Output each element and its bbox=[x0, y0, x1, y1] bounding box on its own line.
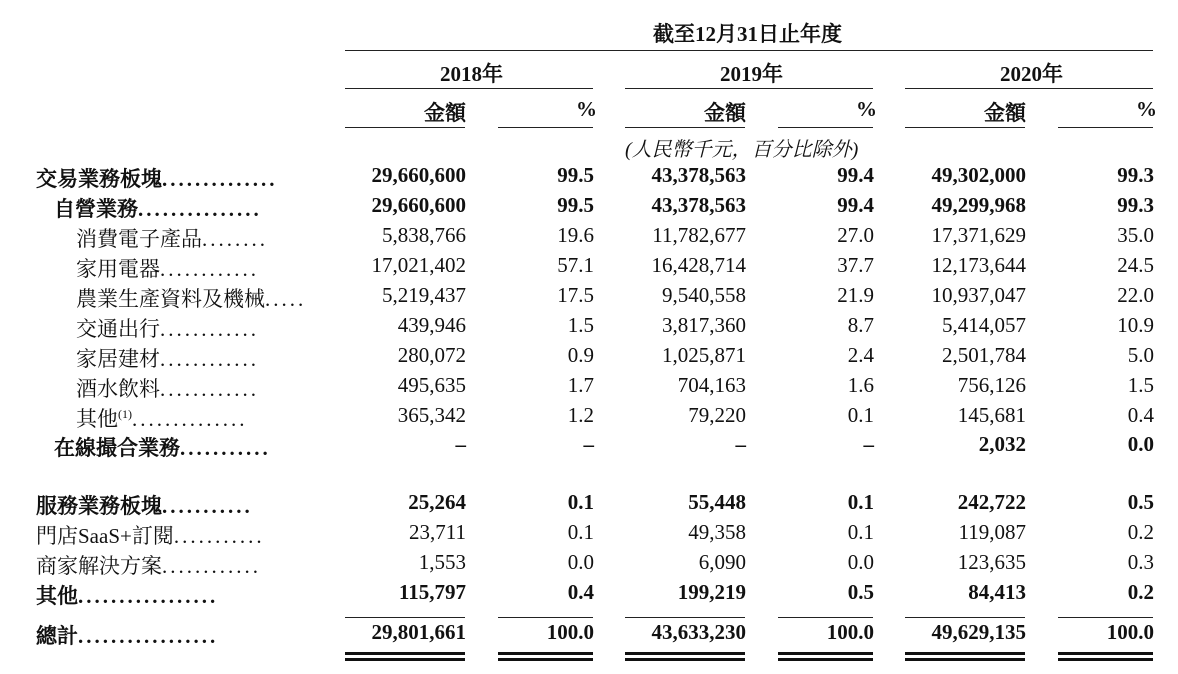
row-label bbox=[76, 403, 248, 433]
table-row bbox=[0, 193, 1178, 223]
cell-pct-2020: 1.5 bbox=[1127, 373, 1154, 397]
col-rule-pct-2018 bbox=[498, 127, 593, 128]
total-double-rule-a-2018 bbox=[345, 652, 465, 655]
cell-pct-2019: 27.0 bbox=[837, 223, 874, 247]
table-row bbox=[0, 403, 1178, 433]
cell-amount-2018: 439,946 bbox=[397, 313, 466, 337]
table-row bbox=[0, 580, 1178, 610]
cell-amount-2018: 365,342 bbox=[397, 403, 466, 427]
cell-pct-2018: 0.4 bbox=[567, 580, 594, 604]
amount-header-2019: 金額 bbox=[704, 101, 746, 125]
cell-pct-2020: 0.2 bbox=[1127, 580, 1154, 604]
cell-pct-2020: 22.0 bbox=[1117, 283, 1154, 307]
cell-pct-2020: 99.3 bbox=[1117, 193, 1154, 217]
leader-dots: ........... bbox=[162, 494, 253, 518]
total-top-rule-pct-2018 bbox=[498, 617, 593, 618]
table-row bbox=[0, 343, 1178, 373]
cell-pct-2018: 1.2 bbox=[567, 403, 594, 427]
row-label-text: 門店SaaS+訂閱 bbox=[36, 524, 174, 548]
row-label bbox=[76, 253, 259, 283]
leader-dots: .............. bbox=[132, 407, 248, 431]
row-label bbox=[76, 223, 268, 253]
table-row bbox=[0, 490, 1178, 520]
year-rule-2018 bbox=[345, 88, 593, 89]
cell-amount-2019: 43,378,563 bbox=[651, 193, 746, 217]
row-label bbox=[54, 432, 271, 462]
cell-pct-2018: – bbox=[583, 432, 594, 456]
row-label-text: 總計 bbox=[36, 624, 78, 648]
cell-amount-2018: 5,219,437 bbox=[382, 283, 466, 307]
leader-dots: ............ bbox=[160, 347, 259, 371]
row-label-text: 交通出行 bbox=[76, 317, 160, 341]
cell-amount-2019: 9,540,558 bbox=[662, 283, 746, 307]
total-double-rule-b-pct-2019 bbox=[778, 658, 873, 661]
row-label bbox=[76, 343, 259, 373]
table-row bbox=[0, 550, 1178, 580]
cell-amount-2018: 280,072 bbox=[397, 343, 466, 367]
cell-pct-2020: 99.3 bbox=[1117, 163, 1154, 187]
cell-pct-2018: 99.5 bbox=[557, 193, 594, 217]
cell-amount-2019: 1,025,871 bbox=[662, 343, 746, 367]
row-label-text: 服務業務板塊 bbox=[36, 494, 162, 518]
cell-amount-2020: 49,629,135 bbox=[931, 620, 1026, 644]
cell-amount-2019: 3,817,360 bbox=[662, 313, 746, 337]
table-row bbox=[0, 313, 1178, 343]
row-label-text: 酒水飲料 bbox=[76, 377, 160, 401]
cell-amount-2020: 5,414,057 bbox=[942, 313, 1026, 337]
cell-pct-2020: 0.4 bbox=[1127, 403, 1154, 427]
cell-amount-2019: 43,378,563 bbox=[651, 163, 746, 187]
cell-pct-2020: 24.5 bbox=[1117, 253, 1154, 277]
col-rule-amount-2020 bbox=[905, 127, 1025, 128]
cell-pct-2020: 0.0 bbox=[1127, 432, 1154, 456]
year-2019: 2019年 bbox=[720, 62, 783, 86]
cell-amount-2019: 55,448 bbox=[688, 490, 746, 514]
total-double-rule-a-pct-2019 bbox=[778, 652, 873, 655]
cell-amount-2020: 49,299,968 bbox=[931, 193, 1026, 217]
cell-pct-2018: 17.5 bbox=[557, 283, 594, 307]
row-label-text: 自營業務 bbox=[54, 197, 138, 221]
row-label bbox=[76, 283, 306, 313]
row-label-text: 在線撮合業務 bbox=[54, 436, 180, 460]
total-top-rule-amount-2020 bbox=[905, 617, 1025, 618]
amount-header-2018: 金額 bbox=[424, 101, 466, 125]
total-double-rule-b-2020 bbox=[905, 658, 1025, 661]
cell-amount-2019: 49,358 bbox=[688, 520, 746, 544]
row-label-text: 商家解決方案 bbox=[36, 554, 162, 578]
leader-dots: ............ bbox=[160, 377, 259, 401]
cell-amount-2018: 5,838,766 bbox=[382, 223, 466, 247]
cell-pct-2019: 100.0 bbox=[826, 620, 874, 644]
cell-amount-2020: 84,413 bbox=[968, 580, 1026, 604]
cell-amount-2020: 10,937,047 bbox=[931, 283, 1026, 307]
total-double-rule-a-pct-2018 bbox=[498, 652, 593, 655]
cell-pct-2018: 57.1 bbox=[557, 253, 594, 277]
total-double-rule-a-pct-2020 bbox=[1058, 652, 1153, 655]
table-row bbox=[0, 253, 1178, 283]
leader-dots: ............ bbox=[162, 554, 261, 578]
table-row bbox=[0, 373, 1178, 403]
col-rule-pct-2019 bbox=[778, 127, 873, 128]
row-label bbox=[36, 580, 218, 610]
total-double-rule-a-2019 bbox=[625, 652, 745, 655]
leader-dots: ........... bbox=[180, 436, 271, 460]
cell-amount-2020: 12,173,644 bbox=[931, 253, 1026, 277]
cell-pct-2019: 2.4 bbox=[847, 343, 874, 367]
year-2020: 2020年 bbox=[1000, 62, 1063, 86]
table-row bbox=[0, 163, 1178, 193]
col-rule-amount-2019 bbox=[625, 127, 745, 128]
cell-pct-2019: 0.0 bbox=[847, 550, 874, 574]
col-rule-amount-2018 bbox=[345, 127, 465, 128]
row-label bbox=[36, 490, 253, 520]
row-label bbox=[36, 620, 218, 650]
total-double-rule-b-2019 bbox=[625, 658, 745, 661]
cell-amount-2018: 29,660,600 bbox=[371, 163, 466, 187]
cell-amount-2020: 17,371,629 bbox=[931, 223, 1026, 247]
cell-amount-2019: 43,633,230 bbox=[651, 620, 746, 644]
leader-dots: ............ bbox=[160, 317, 259, 341]
year-rule-2020 bbox=[905, 88, 1153, 89]
cell-amount-2020: 756,126 bbox=[957, 373, 1026, 397]
cell-pct-2018: 0.9 bbox=[567, 343, 594, 367]
cell-amount-2020: 145,681 bbox=[957, 403, 1026, 427]
cell-amount-2019: 199,219 bbox=[677, 580, 746, 604]
row-label-text: 家居建材 bbox=[76, 347, 160, 371]
cell-pct-2018: 0.1 bbox=[567, 490, 594, 514]
row-label bbox=[76, 373, 259, 403]
cell-amount-2020: 2,501,784 bbox=[942, 343, 1026, 367]
cell-amount-2018: 25,264 bbox=[408, 490, 466, 514]
cell-pct-2019: 8.7 bbox=[847, 313, 874, 337]
cell-pct-2019: 0.1 bbox=[847, 490, 874, 514]
leader-dots: ........ bbox=[202, 227, 268, 251]
leader-dots: ................. bbox=[78, 584, 219, 608]
pct-header-2018: % bbox=[576, 97, 597, 121]
cell-amount-2018: 1,553 bbox=[418, 550, 466, 574]
cell-pct-2019: 21.9 bbox=[837, 283, 874, 307]
total-double-rule-b-pct-2018 bbox=[498, 658, 593, 661]
cell-pct-2019: 99.4 bbox=[837, 193, 874, 217]
table-row bbox=[0, 620, 1178, 650]
row-label-text: 其他 bbox=[36, 584, 78, 608]
table-row bbox=[0, 283, 1178, 313]
cell-pct-2018: 99.5 bbox=[557, 163, 594, 187]
cell-amount-2018: 495,635 bbox=[397, 373, 466, 397]
year-rule-2019 bbox=[625, 88, 873, 89]
cell-pct-2019: 0.1 bbox=[847, 403, 874, 427]
cell-pct-2018: 0.0 bbox=[567, 550, 594, 574]
row-label bbox=[76, 313, 259, 343]
total-top-rule-pct-2020 bbox=[1058, 617, 1153, 618]
cell-amount-2018: 17,021,402 bbox=[371, 253, 466, 277]
cell-pct-2019: – bbox=[863, 432, 874, 456]
leader-dots: ................. bbox=[78, 624, 219, 648]
row-label-text: 消費電子產品 bbox=[76, 227, 202, 251]
leader-dots: ..... bbox=[265, 287, 307, 311]
cell-amount-2019: 6,090 bbox=[698, 550, 746, 574]
cell-pct-2020: 5.0 bbox=[1127, 343, 1154, 367]
footnote-marker: (1) bbox=[118, 407, 132, 421]
cell-amount-2018: – bbox=[455, 432, 466, 456]
leader-dots: ............ bbox=[160, 257, 259, 281]
cell-amount-2018: 29,801,661 bbox=[371, 620, 466, 644]
total-top-rule-pct-2019 bbox=[778, 617, 873, 618]
col-rule-pct-2020 bbox=[1058, 127, 1153, 128]
row-label-text: 其他 bbox=[76, 407, 118, 431]
cell-amount-2019: 11,782,677 bbox=[652, 223, 746, 247]
row-label-text: 交易業務板塊 bbox=[36, 167, 162, 191]
cell-pct-2019: 37.7 bbox=[837, 253, 874, 277]
period-header: 截至12月31日止年度 bbox=[653, 22, 842, 46]
total-top-rule-amount-2019 bbox=[625, 617, 745, 618]
leader-dots: ............... bbox=[138, 197, 262, 221]
cell-pct-2020: 0.5 bbox=[1127, 490, 1154, 514]
cell-pct-2018: 1.5 bbox=[567, 313, 594, 337]
cell-pct-2019: 0.1 bbox=[847, 520, 874, 544]
cell-amount-2018: 29,660,600 bbox=[371, 193, 466, 217]
cell-amount-2020: 123,635 bbox=[957, 550, 1026, 574]
cell-amount-2018: 115,797 bbox=[398, 580, 466, 604]
year-2018: 2018年 bbox=[440, 62, 503, 86]
cell-pct-2018: 1.7 bbox=[567, 373, 594, 397]
cell-pct-2019: 0.5 bbox=[847, 580, 874, 604]
pct-header-2019: % bbox=[856, 97, 877, 121]
leader-dots: .............. bbox=[162, 167, 278, 191]
table-row bbox=[0, 223, 1178, 253]
cell-pct-2018: 0.1 bbox=[567, 520, 594, 544]
cell-amount-2020: 49,302,000 bbox=[931, 163, 1026, 187]
row-label bbox=[36, 550, 261, 580]
cell-amount-2019: 16,428,714 bbox=[651, 253, 746, 277]
cell-amount-2020: 242,722 bbox=[957, 490, 1026, 514]
cell-amount-2019: – bbox=[735, 432, 746, 456]
table-row bbox=[0, 520, 1178, 550]
cell-amount-2018: 23,711 bbox=[409, 520, 466, 544]
total-double-rule-b-2018 bbox=[345, 658, 465, 661]
row-label-text: 家用電器 bbox=[76, 257, 160, 281]
cell-amount-2020: 2,032 bbox=[978, 432, 1026, 456]
cell-pct-2020: 0.2 bbox=[1127, 520, 1154, 544]
cell-amount-2019: 704,163 bbox=[677, 373, 746, 397]
unit-note: (人民幣千元，百分比除外) bbox=[625, 139, 859, 161]
cell-pct-2020: 0.3 bbox=[1127, 550, 1154, 574]
total-top-rule-amount-2018 bbox=[345, 617, 465, 618]
total-double-rule-a-2020 bbox=[905, 652, 1025, 655]
period-rule bbox=[345, 50, 1153, 51]
row-label bbox=[36, 520, 265, 550]
cell-pct-2020: 10.9 bbox=[1117, 313, 1154, 337]
pct-header-2020: % bbox=[1136, 97, 1157, 121]
row-label bbox=[54, 193, 262, 223]
table-row bbox=[0, 432, 1178, 462]
cell-pct-2019: 99.4 bbox=[837, 163, 874, 187]
cell-pct-2018: 19.6 bbox=[557, 223, 594, 247]
amount-header-2020: 金額 bbox=[984, 101, 1026, 125]
cell-pct-2019: 1.6 bbox=[847, 373, 874, 397]
cell-amount-2019: 79,220 bbox=[688, 403, 746, 427]
cell-pct-2020: 35.0 bbox=[1117, 223, 1154, 247]
row-label bbox=[36, 163, 278, 193]
total-double-rule-b-pct-2020 bbox=[1058, 658, 1153, 661]
cell-pct-2018: 100.0 bbox=[546, 620, 594, 644]
cell-amount-2020: 119,087 bbox=[958, 520, 1026, 544]
row-label-text: 農業生產資料及機械 bbox=[76, 287, 265, 311]
leader-dots: ........... bbox=[173, 524, 265, 548]
cell-pct-2020: 100.0 bbox=[1106, 620, 1154, 644]
